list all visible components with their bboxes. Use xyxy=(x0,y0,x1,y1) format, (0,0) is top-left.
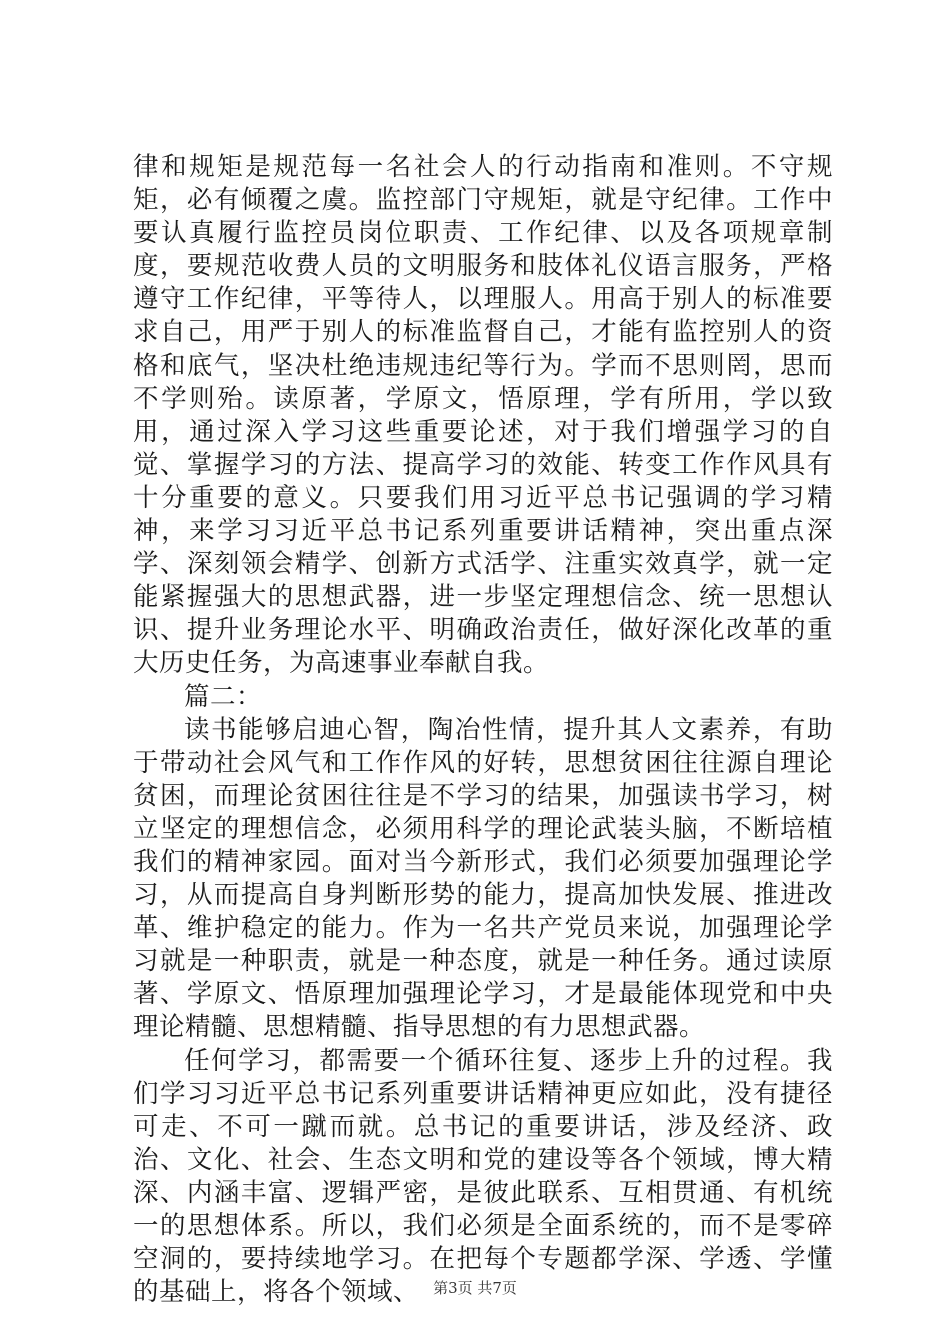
page-footer: 第3页 共7页 xyxy=(433,1279,517,1297)
document-body xyxy=(133,151,833,1309)
section-heading-part-two: 篇二： xyxy=(184,681,263,712)
paragraph-learning-process: 任何学习，都需要一个循环往复、逐步上升的过程。我们学习习近平总书记系列重要讲话精神更应如此，没有捷径可走、不可一蹴而就。总书记的重要讲话，涉及经济、政治、文化、社会、生态文明和党的建设等各个领域，博大精深、内涵丰富、逻辑严密，是彼此联系、互相贯通、有机统一的思想体系。所以，我们必须是全面系统的，而不是零碎空洞的，要持续地学习。在把每个专题都学深、学透、学懂的基础上，将各个领域、 xyxy=(133,1045,833,1308)
paragraph-reading: 读书能够启迪心智，陶冶性情，提升其人文素养，有助于带动社会风气和工作作风的好转，思想贫困往往源自理论贫困，而理论贫困往往是不学习的结果，加强读书学习，树立坚定的理想信念，必须用科学的理论武装头脑，不断培植我们的精神家园。面对当今新形式，我们必须要加强理论学习，从而提高自身判断形势的能力，提高加快发展、推进改革、维护稳定的能力。作为一名共产党员来说，加强理论学习就是一种职责，就是一种态度，就是一种任务。通过读原著、学原文、悟原理加强理论学习，才是最能体现党和中央理论精髓、思想精髓、指导思想的有力思想武器。 xyxy=(133,714,833,1043)
paragraph-discipline: 律和规矩是规范每一名社会人的行动指南和准则。不守规矩，必有倾覆之虞。监控部门守规矩，就是守纪律。工作中要认真履行监控员岗位职责、工作纪律、以及各项规章制度，要规范收费人员的文明服务和肢体礼仪语言服务，严格遵守工作纪律，平等待人，以理服人。用高于别人的标准要求自己，用严于别人的标准监督自己，才能有监控别人的资格和底气，坚决杜绝违规违纪等行为。学而不思则罔，思而不学则殆。读原著，学原文，悟原理，学有所用，学以致用，通过深入学习这些重要论述，对于我们增强学习的自觉、掌握学习的方法、提高学习的效能、转变工作作风具有十分重要的意义。只要我们用习近平总书记强调的学习精神，来学习习近平总书记系列重要讲话精神，突出重点深学、深刻领会精学、创新方式活学、注重实效真学，就一定能紧握强大的思想武器，进一步坚定理想信念、统一思想认识、提升业务理论水平、明确政治责任，做好深化改革的重大历史任务，为高速事业奉献自我。 xyxy=(133,152,833,679)
